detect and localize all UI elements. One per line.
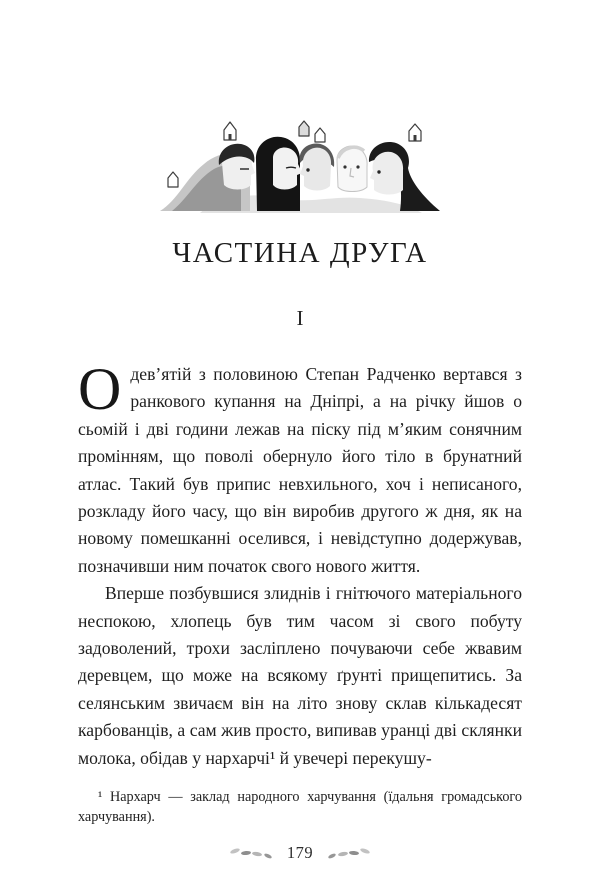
paragraph-text: Вперше позбувшися злиднів і гнітючого матеріального неспокою, хлопець був тим часом зі свого побуту задоволений, трохи засліплено почуваючи себе жвавим деревцем, що може на всякому ґрунті прищепитись. За селянським звичаєм він на літо знову склав кількадесят карбованців, а сам жив просто, випивав уранці дві склянки молока, обідав у нархарчі¹ й увечері перекушу-: [78, 583, 522, 768]
body-text: [78, 356, 522, 772]
page-footer: [0, 843, 600, 863]
footnote: ¹ Нархарч — заклад народного харчування (їдальня громадського харчування).: [78, 789, 522, 825]
chapter-illustration-wrap: [0, 0, 600, 213]
page-number: 179: [286, 843, 314, 862]
faces-and-houses-illustration: [160, 118, 440, 213]
paragraph: [78, 580, 522, 772]
part-title: ЧАСТИНА ДРУГА: [172, 237, 428, 269]
chapter-number: I: [296, 306, 304, 330]
paragraph: [78, 356, 522, 580]
leaf-ornament-left-icon: [229, 845, 275, 861]
paragraph-text: дев’ятій з половиною Степан Радченко вертався з ранкового купання на Дніпрі, а на річку йшов о сьомій і дві години лежав на піску під м’яким сонячним промінням, що поволі обернуло його тіло в брунатний атлас. Такий був припис невхильного, хоч і неписаного, розкладу його часу, що він виробив другого ж дня, як на новому помешканні оселився, і невідступно додержував, позначивши ним початок свого нового життя.: [78, 364, 522, 576]
leaf-ornament-right-icon: [325, 845, 371, 861]
drop-cap: О: [78, 356, 122, 422]
